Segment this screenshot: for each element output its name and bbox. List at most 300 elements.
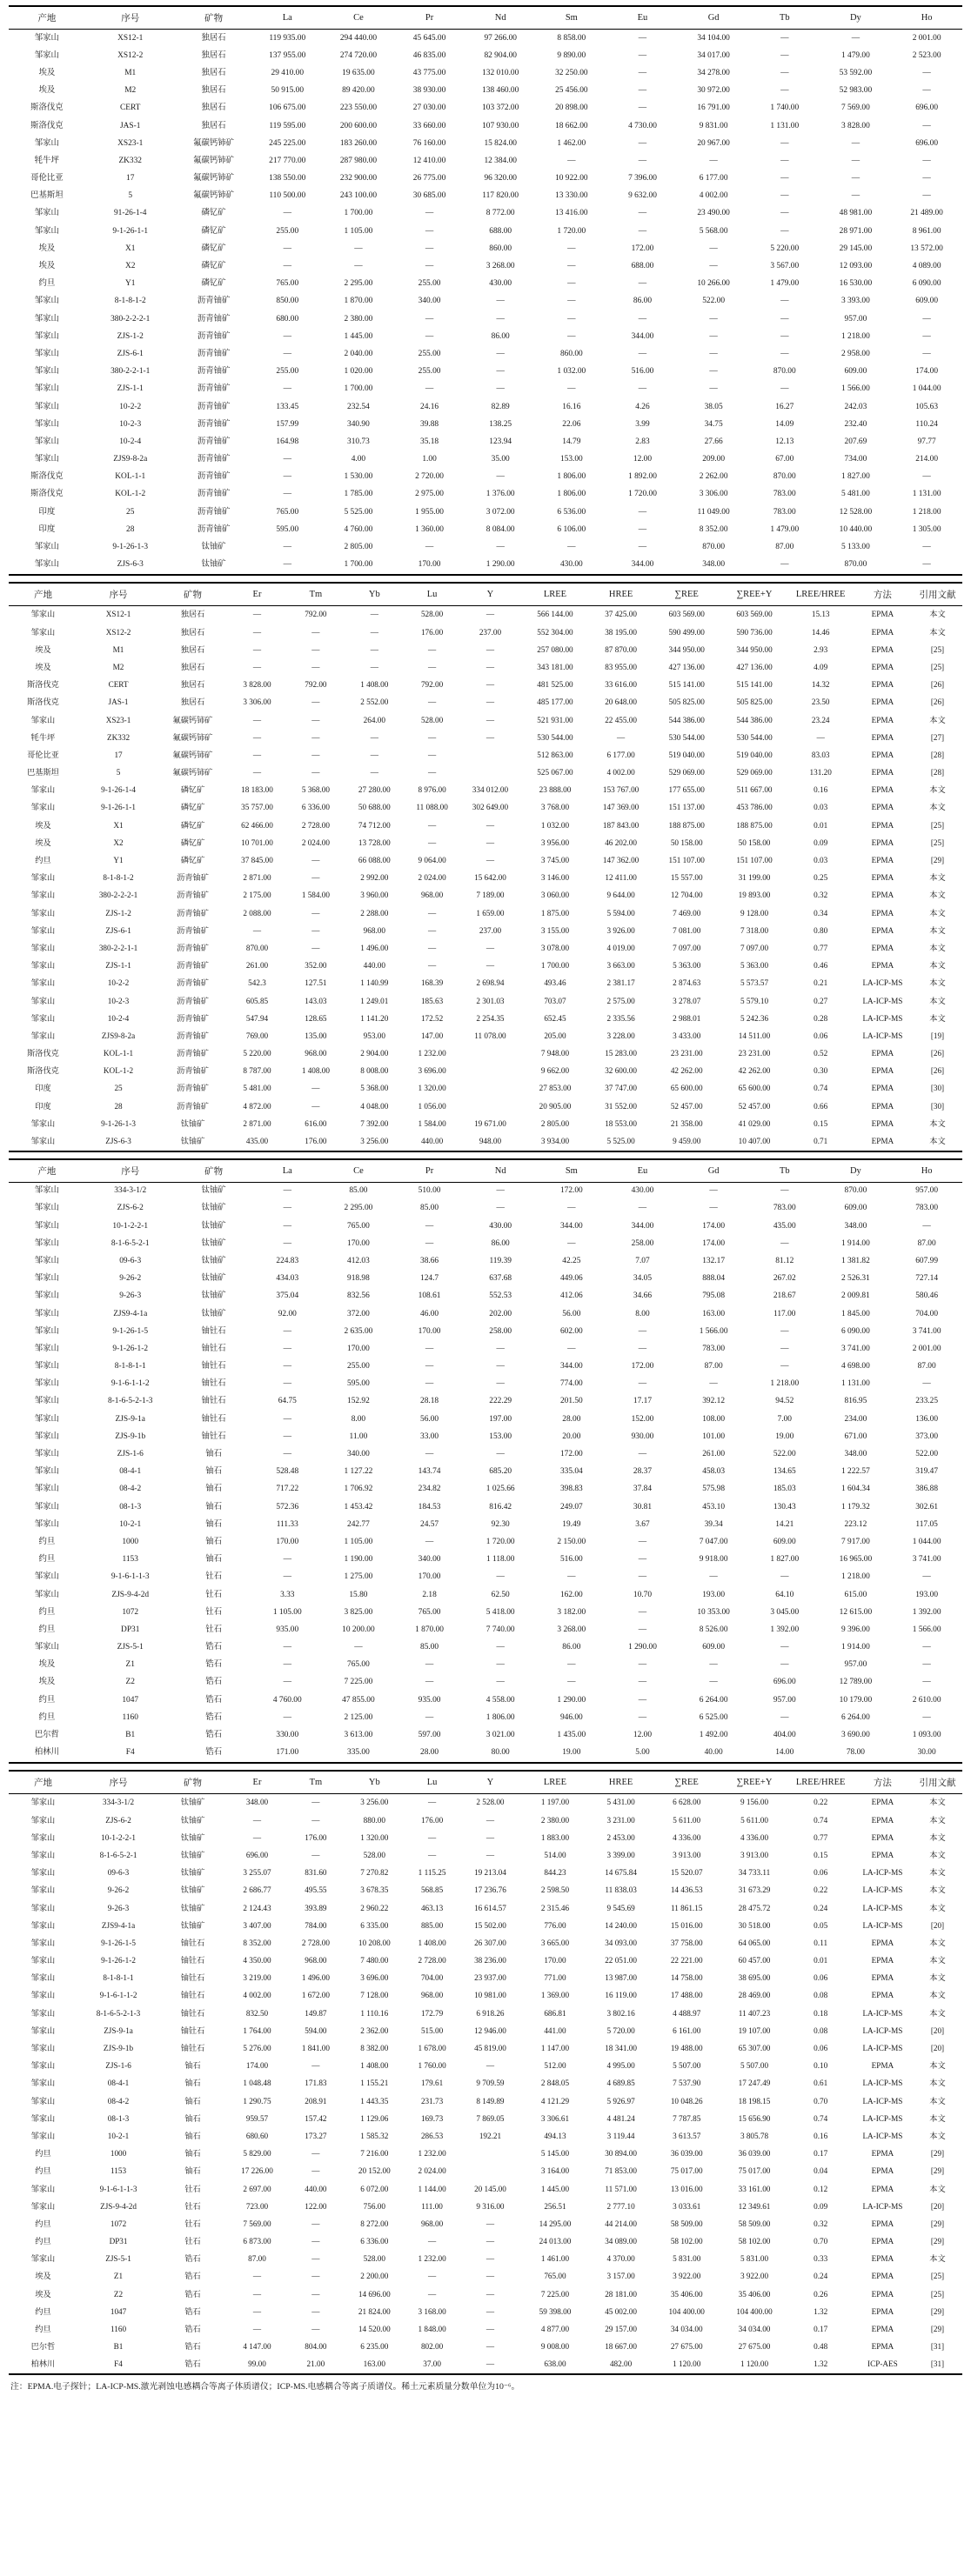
table-cell: 邹家山 [30, 627, 56, 637]
table-cell: 34 017.00 [697, 50, 730, 60]
table-row [9, 1271, 962, 1288]
table-cell: — [428, 1832, 437, 1842]
table-cell: 4 019.00 [606, 943, 635, 952]
table-cell: 3 306.00 [243, 697, 271, 707]
table-cell: 3 268.00 [557, 1625, 586, 1634]
table-row [9, 416, 962, 433]
table-row [9, 2127, 962, 2145]
table-cell: — [425, 331, 434, 341]
table-row [9, 677, 962, 694]
table-cell: 33 161.00 [738, 2184, 771, 2193]
table-cell: 6 335.00 [360, 1920, 389, 1930]
table-cell: 17 236.76 [474, 1885, 506, 1895]
table-cell: 87.00 [248, 2254, 266, 2264]
table-cell: 9 128.00 [740, 908, 769, 918]
table-cell: 334 012.00 [472, 785, 509, 795]
table-cell: 192.21 [479, 2131, 502, 2140]
table-cell: 0.12 [814, 2184, 828, 2193]
table-cell: 2 992.00 [360, 873, 389, 883]
table-cell: 20 905.00 [539, 1101, 572, 1111]
table-cell: Z1 [125, 1660, 135, 1670]
table-cell: ZJS-9-1a [104, 2025, 133, 2035]
table-cell: 10-2-1 [107, 2131, 130, 2140]
table-cell: 沥青铀矿 [197, 402, 231, 411]
table-cell: 邹家山 [34, 419, 59, 429]
table-cell: 3.99 [635, 419, 650, 429]
table-cell: — [922, 1660, 931, 1670]
table-cell: — [709, 1204, 718, 1213]
table-cell: EPMA [871, 925, 894, 935]
table-cell: 铀石 [184, 2061, 201, 2071]
table-cell: — [851, 138, 861, 148]
table-cell: 约旦 [35, 2166, 51, 2176]
table-cell [459, 1045, 521, 1063]
table-cell: EPMA [871, 856, 894, 865]
table-cell: 101.00 [702, 1431, 725, 1441]
table-cell: 30 972.00 [697, 86, 730, 96]
table-cell: 4 558.00 [486, 1695, 515, 1705]
table-cell: 590 499.00 [668, 627, 705, 637]
table-cell: 153 767.00 [602, 785, 640, 795]
table-cell: ZJS-1-1 [105, 961, 131, 971]
table-cell: LA-ICP-MS [862, 1031, 903, 1040]
table-cell: 本文 [929, 996, 946, 1005]
table-cell: 6 106.00 [557, 524, 586, 534]
table-cell: 66 088.00 [358, 856, 391, 865]
table-cell: 3 926.00 [606, 925, 635, 935]
table-cell: [20] [930, 2201, 945, 2211]
table-cell: 3 665.00 [540, 1938, 570, 1947]
table-cell: 0.70 [814, 2096, 828, 2106]
table-cell: 本文 [929, 1013, 946, 1023]
table-cell: 3 256.00 [360, 1137, 389, 1146]
table-cell: 10 407.00 [738, 1137, 771, 1146]
table-cell: 680.00 [276, 314, 299, 324]
table-cell: 1 700.00 [344, 384, 373, 394]
table-cell: 4.09 [814, 662, 828, 671]
table-cell: — [922, 68, 931, 77]
table-cell: 245 225.00 [269, 138, 306, 148]
table-cell: — [486, 2342, 495, 2352]
table-cell: — [425, 1221, 434, 1231]
table-cell: 652.45 [544, 1013, 566, 1023]
table-cell: 7 097.00 [740, 943, 769, 952]
table-cell: XS12-1 [105, 610, 131, 619]
table-cell: 邹家山 [30, 2201, 56, 2211]
table-cell: 磷钇矿 [180, 838, 205, 847]
table-cell: 5 831.00 [673, 2254, 701, 2264]
table-cell: 沥青铀矿 [197, 524, 231, 534]
column-header: Tb [749, 6, 820, 30]
table-row [9, 2058, 962, 2075]
table-cell: X1 [124, 244, 136, 253]
table-cell: 牦牛坪 [34, 156, 59, 165]
table-row [9, 451, 962, 469]
table-cell: 10 701.00 [241, 838, 273, 847]
table-cell: 495.55 [305, 1885, 327, 1895]
table-cell: 邹家山 [30, 2113, 56, 2123]
table-cell: 37 747.00 [605, 1084, 637, 1093]
table-cell: 519 040.00 [668, 750, 705, 759]
table-cell: 529 069.00 [736, 768, 773, 777]
table-cell: 19.49 [562, 1519, 581, 1529]
table-cell: 688.00 [631, 262, 654, 271]
table-cell: [28] [930, 750, 945, 759]
table-cell: 97 266.00 [484, 33, 517, 43]
table-cell: EPMA [871, 2342, 894, 2352]
table-cell: 钛铀矿 [201, 1221, 226, 1231]
table-cell: 锆石 [205, 1643, 222, 1652]
table-cell: — [638, 1678, 647, 1687]
table-cell: EPMA [871, 2306, 894, 2316]
table-cell: 9-1-6-1-1-3 [99, 2184, 137, 2193]
table-cell: — [283, 1414, 291, 1424]
table-row [9, 851, 962, 869]
table-cell: 邹家山 [34, 455, 59, 464]
table-cell: 19.00 [775, 1431, 794, 1441]
table-cell: 铀钍石 [201, 1362, 226, 1371]
table-cell: 87.00 [775, 543, 794, 552]
table-cell: 3 255.07 [243, 1868, 271, 1878]
table-cell: — [780, 1326, 789, 1336]
table-cell: 1 806.00 [486, 1712, 515, 1722]
table-cell: 08-4-2 [119, 1485, 142, 1494]
table-cell: 783.00 [773, 507, 796, 517]
table-cell: — [567, 1204, 576, 1213]
table-row [9, 1674, 962, 1692]
table-cell: 183 260.00 [339, 138, 377, 148]
table-cell: 0.10 [814, 2061, 828, 2071]
table-row [9, 1621, 962, 1638]
table-cell: 邹家山 [30, 891, 56, 900]
table-cell: EPMA [871, 1101, 894, 1111]
table-cell: 9-1-26-1-3 [101, 1118, 136, 1128]
table-cell: 1 360.00 [415, 524, 444, 534]
table-cell: [25] [930, 644, 945, 654]
table-cell: — [252, 2289, 262, 2299]
column-header: Ce [323, 6, 394, 30]
table-cell: 765.00 [418, 1607, 441, 1617]
table-cell: 505 825.00 [668, 697, 705, 707]
table-cell: 约旦 [38, 1607, 56, 1617]
column-header: LREE/HREE [788, 583, 852, 606]
table-cell: 1047 [122, 1695, 139, 1705]
table-cell: 17 226.00 [241, 2166, 273, 2176]
table-cell: 176.00 [420, 1815, 444, 1825]
table-cell: 5.00 [635, 1748, 650, 1758]
table-row [9, 1899, 962, 1917]
table-cell: 1 048.48 [243, 2079, 271, 2088]
table-cell: 本文 [929, 803, 946, 812]
table-cell: 380-2-2-1-1 [110, 367, 151, 377]
table-cell: 1 496.00 [301, 1973, 330, 1983]
table-cell: 1 806.00 [557, 490, 586, 499]
table-cell: 193.00 [702, 1590, 725, 1599]
table-row [9, 1252, 962, 1270]
table-cell: 27 675.00 [670, 2342, 703, 2352]
table-cell: [27] [930, 732, 945, 742]
table-row [9, 1726, 962, 1744]
table-cell: 3 696.00 [418, 1066, 446, 1076]
table-cell: 46.00 [420, 1309, 439, 1318]
table-cell: 149.87 [305, 2008, 327, 2018]
table-cell: 2 024.00 [418, 873, 446, 883]
table-cell: 7 787.85 [673, 2113, 701, 2123]
table-cell: — [851, 33, 861, 43]
table-cell: 14.21 [775, 1519, 794, 1529]
table-cell: 393.89 [305, 1903, 327, 1912]
table-cell: 80.00 [491, 1748, 510, 1758]
table-cell: 1 584.00 [301, 891, 330, 900]
table-cell: 1 706.92 [344, 1485, 373, 1494]
table-cell: 0.71 [814, 1137, 828, 1146]
table-cell: 钍石 [184, 2219, 201, 2228]
table-cell: 696.00 [915, 103, 938, 113]
table-cell: 515 141.00 [736, 680, 773, 690]
table-cell: 258.00 [489, 1326, 512, 1336]
table-cell: 453 786.00 [736, 803, 773, 812]
table-cell: 136.00 [915, 1414, 938, 1424]
table-cell: 105.63 [915, 402, 938, 411]
table-cell: 615.00 [844, 1590, 867, 1599]
table-cell: 2 805.00 [540, 1118, 570, 1128]
table-cell: — [428, 961, 437, 971]
column-header: Lu [405, 1771, 459, 1794]
ree-table-er-ref-part2 [9, 1770, 962, 2375]
table-cell: — [311, 1101, 320, 1111]
table-cell: — [311, 873, 320, 883]
table-cell: 19 893.00 [738, 891, 771, 900]
table-cell: 87.00 [704, 1362, 723, 1371]
table-cell: ZJS-1-2 [105, 908, 131, 918]
table-cell: 本文 [929, 1938, 946, 1947]
table-cell: 0.05 [814, 1920, 828, 1930]
table-cell: 0.09 [814, 838, 828, 847]
table-cell: — [486, 961, 495, 971]
table-cell: 2 453.00 [606, 1832, 635, 1842]
table-cell: 28.18 [420, 1397, 439, 1406]
table-cell: 0.06 [814, 1868, 828, 1878]
table-cell: 斯洛伐克 [30, 121, 64, 130]
column-header: 方法 [853, 1771, 913, 1794]
table-cell: ZJS-9-4-2d [111, 1590, 150, 1599]
table-cell: 钛铀矿 [201, 1274, 226, 1284]
column-header: ∑REE+Y [720, 1771, 789, 1794]
table-cell: — [638, 524, 647, 534]
table-cell: — [283, 1326, 291, 1336]
table-cell: 邹家山 [30, 610, 56, 619]
table-cell: 磷钇矿 [201, 244, 226, 253]
table-cell: 386.88 [915, 1485, 938, 1494]
table-cell: 约旦 [35, 856, 51, 865]
table-row [9, 135, 962, 152]
table-cell: [20] [930, 2044, 945, 2053]
table-cell: 205.00 [544, 1031, 566, 1040]
table-cell: EPMA [871, 1850, 894, 1859]
table-row [9, 746, 962, 764]
table-row [9, 293, 962, 310]
table-cell: 10-2-1 [119, 1519, 142, 1529]
table-cell: 0.77 [814, 1832, 828, 1842]
table-cell [459, 2146, 521, 2163]
table-cell: 3 960.00 [360, 891, 389, 900]
column-header: Yb [344, 583, 405, 606]
table-cell: 151 107.00 [668, 856, 705, 865]
table-cell: 62 466.00 [241, 820, 273, 830]
table-row [9, 1358, 962, 1376]
table-cell: 224.83 [276, 1256, 299, 1265]
table-cell: 钛铀矿 [180, 1903, 205, 1912]
table-cell: 5 829.00 [243, 2149, 271, 2159]
table-cell: 0.61 [814, 2079, 828, 2088]
table-cell: 11 407.23 [738, 2008, 771, 2018]
table-cell: 3 567.00 [770, 262, 800, 271]
table-cell: LA-ICP-MS [862, 1920, 903, 1930]
table-cell: 沥青铀矿 [197, 384, 231, 394]
table-cell: — [486, 820, 495, 830]
table-cell: ZJS-9-1b [103, 2044, 134, 2053]
table-cell: — [283, 1660, 291, 1670]
table-cell: 19 213.04 [474, 1868, 506, 1878]
table-cell: EPMA [871, 785, 894, 795]
column-header: Nd [465, 6, 536, 30]
table-cell: — [311, 1798, 320, 1807]
table-cell: — [638, 1695, 647, 1705]
table-cell: 174.00 [702, 1238, 725, 1248]
table-cell: 1 131.00 [770, 121, 800, 130]
table-cell: 15 557.00 [670, 873, 703, 883]
table-cell: 13 416.00 [555, 209, 588, 218]
table-cell: 26 775.00 [412, 174, 446, 184]
table-cell: 169.73 [420, 2113, 444, 2123]
table-cell: — [252, 750, 262, 759]
table-cell: 3 045.00 [770, 1607, 800, 1617]
table-cell: 邹家山 [30, 2061, 56, 2071]
table-cell: 696.00 [245, 1850, 269, 1859]
table-cell: 6 525.00 [699, 1712, 728, 1722]
table-row [9, 1045, 962, 1063]
table-cell: 3 256.00 [360, 1798, 389, 1807]
table-cell: 17 488.00 [670, 1991, 703, 2000]
table-cell: 1 232.00 [418, 1049, 446, 1058]
table-cell: 邹家山 [34, 1467, 59, 1477]
table-cell: 31 552.00 [605, 1101, 637, 1111]
table-cell: 邹家山 [30, 715, 56, 724]
table-cell: 255.00 [276, 226, 299, 236]
table-cell: 3 613.00 [344, 1731, 373, 1740]
table-cell: — [486, 2219, 495, 2228]
table-cell: — [311, 732, 320, 742]
table-cell: EPMA [871, 627, 894, 637]
table-cell: 本文 [929, 978, 946, 988]
table-cell: 1 604.34 [840, 1485, 870, 1494]
table-cell: 邹家山 [30, 2079, 56, 2088]
table-row [9, 1586, 962, 1604]
table-cell: — [567, 543, 576, 552]
table-cell: 233.25 [915, 1397, 938, 1406]
table-cell: 沥青铀矿 [177, 978, 209, 988]
table-cell: 沥青铀矿 [197, 437, 231, 446]
table-cell: 1 720.00 [628, 490, 657, 499]
table-cell: 783.00 [773, 1204, 796, 1213]
table-cell: — [283, 1379, 291, 1389]
table-cell: 5 594.00 [606, 908, 635, 918]
table-cell: 27.66 [704, 437, 723, 446]
table-cell: 22 455.00 [605, 715, 637, 724]
table-cell: 9-1-26-1-1 [112, 226, 149, 236]
table-cell: B1 [113, 2342, 124, 2352]
table-cell: 723.00 [245, 2201, 269, 2211]
table-cell: 3 306.00 [699, 490, 728, 499]
table-cell: 35.00 [491, 455, 510, 464]
column-header: 序号 [85, 1159, 176, 1183]
column-header: Gd [678, 6, 749, 30]
table-cell: 170.00 [418, 1326, 441, 1336]
table-cell: 本文 [929, 715, 946, 724]
table-cell: 24 013.00 [539, 2237, 572, 2246]
table-cell: — [638, 279, 647, 289]
table-cell: 17 [126, 174, 135, 184]
table-cell: 65 600.00 [670, 1084, 703, 1093]
table-cell: — [851, 191, 861, 201]
column-header: Gd [678, 1159, 749, 1183]
table-cell: 255.00 [418, 349, 441, 358]
table-cell: 钛铀矿 [201, 560, 226, 570]
table-cell: 9 918.00 [699, 1555, 728, 1565]
table-cell: 348.00 [245, 1798, 269, 1807]
table-cell: 14 520.00 [358, 2325, 391, 2334]
table-cell: 2 697.00 [243, 2184, 271, 2193]
table-cell: 0.03 [814, 856, 828, 865]
table-cell: — [486, 943, 495, 952]
table-cell: 1 218.00 [912, 507, 941, 517]
table-cell: 7 480.00 [360, 1956, 389, 1965]
table-row [9, 1288, 962, 1305]
table-row [9, 557, 962, 575]
table-cell: 30.00 [917, 1748, 936, 1758]
table-row [9, 117, 962, 135]
table-cell: 918.98 [347, 1274, 370, 1284]
table-cell: DP31 [109, 2237, 128, 2246]
table-cell: 3 393.00 [840, 297, 870, 306]
table-cell: 斯洛伐克 [27, 1066, 59, 1076]
table-cell: 37 425.00 [605, 610, 637, 619]
table-cell: 516.00 [559, 1555, 583, 1565]
table-row [9, 1010, 962, 1027]
table-cell: 1 147.00 [540, 2044, 570, 2053]
table-cell: 2 262.00 [699, 472, 728, 482]
table-cell: 957.00 [844, 314, 867, 324]
table-cell: 7 917.00 [840, 1537, 870, 1546]
table-cell: 10-2-4 [107, 1013, 130, 1023]
table-cell: 207.69 [844, 437, 867, 446]
table-cell: — [638, 349, 647, 358]
table-row [9, 1498, 962, 1516]
table-cell: ZK332 [118, 156, 142, 165]
table-cell: [29] [930, 2325, 945, 2334]
table-cell: 56.00 [420, 1414, 439, 1424]
table-cell: 21.00 [306, 2359, 325, 2369]
table-cell: 锆石 [205, 1678, 222, 1687]
table-cell: 7 128.00 [360, 1991, 389, 2000]
table-cell: 427 136.00 [668, 662, 705, 671]
table-row [9, 1063, 962, 1080]
table-cell: 邹家山 [30, 2025, 56, 2035]
table-cell: — [486, 2289, 495, 2299]
table-cell: — [283, 1678, 291, 1687]
table-cell: 1 408.00 [360, 680, 389, 690]
table-cell: 1 914.00 [840, 1238, 870, 1248]
